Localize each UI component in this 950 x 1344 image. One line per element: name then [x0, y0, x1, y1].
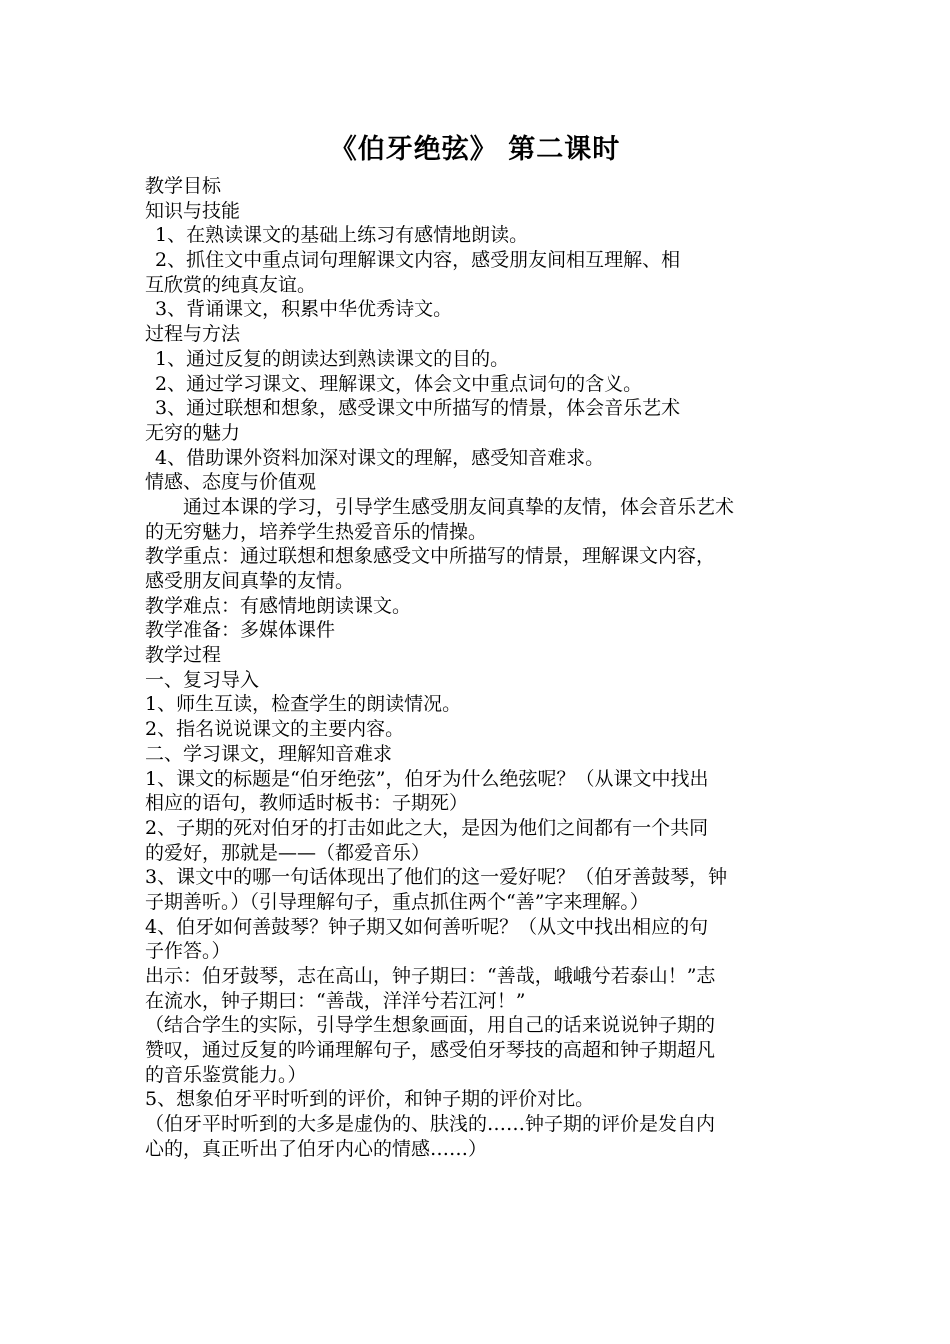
text-line: 4、伯牙如何善鼓琴？钟子期又如何善听呢？（从文中找出相应的句: [145, 915, 709, 938]
text-line: 2、抓住文中重点词句理解课文内容，感受朋友间相互理解、相: [155, 249, 681, 272]
document-body: [145, 174, 810, 1162]
text-line: 无穷的魅力: [145, 421, 241, 444]
text-line: 在流水，钟子期曰：“善哉，洋洋兮若江河！”: [145, 989, 526, 1012]
text-line: 子作答。）: [145, 940, 231, 963]
text-line: 2、通过学习课文、理解课文，体会文中重点词句的含义。: [155, 372, 643, 395]
text-line: 1、通过反复的朗读达到熟读课文的目的。: [155, 347, 510, 370]
text-line: 教学难点：有感情地朗读课文。: [145, 594, 412, 617]
text-line: 1、师生互读，检查学生的朗读情况。: [145, 693, 462, 716]
text-line: 知识与技能: [145, 199, 241, 222]
text-line: 1、课文的标题是“伯牙绝弦”，伯牙为什么绝弦呢？（从课文中找出: [145, 767, 709, 790]
text-line: 4、借助课外资料加深对课文的理解，感受知音难求。: [155, 446, 605, 469]
text-line: 出示：伯牙鼓琴，志在高山，钟子期曰：“善哉，峨峨兮若泰山！”志: [145, 965, 716, 987]
text-line: 子期善听。）（引导理解句子，重点抓住两个“善”字来理解。）: [145, 890, 649, 913]
text-line: 2、指名说说课文的主要内容。: [145, 718, 405, 741]
text-line: （伯牙平时听到的大多是虚伪的、肤浅的……钟子期的评价是发自内: [145, 1113, 716, 1136]
text-line: 通过本课的学习，引导学生感受朋友间真挚的友情，体会音乐艺术: [183, 495, 735, 518]
text-line: 3、背诵课文，积累中华优秀诗文。: [155, 298, 453, 321]
text-line: 教学过程: [145, 644, 222, 667]
text-line: 2、子期的死对伯牙的打击如此之大，是因为他们之间都有一个共同: [145, 816, 709, 839]
text-line: 3、通过联想和想象，感受课文中所描写的情景，体会音乐艺术: [155, 397, 681, 420]
text-line: 的音乐鉴赏能力。）: [145, 1063, 307, 1086]
document-title: 《伯牙绝弦》 第二课时: [329, 134, 621, 165]
text-line: 一、复习导入: [145, 668, 260, 691]
text-line: 3、课文中的哪一句话体现出了他们的这一爱好呢？（伯牙善鼓琴，钟: [145, 866, 728, 889]
text-line: 二、学习课文，理解知音难求: [145, 742, 393, 765]
text-line: 心的，真正听出了伯牙内心的情感……）: [145, 1137, 488, 1160]
text-line: 过程与方法: [145, 323, 241, 346]
text-line: 1、在熟读课文的基础上练习有感情地朗读。: [155, 224, 529, 247]
text-line: 教学目标: [145, 175, 222, 197]
text-line: （结合学生的实际，引导学生想象画面，用自己的话来说说钟子期的: [145, 1014, 716, 1037]
text-line: 的爱好，那就是——（都爱音乐）: [145, 841, 431, 864]
text-line: 教学重点：通过联想和想象感受文中所描写的情景，理解课文内容，: [145, 545, 716, 568]
text-line: 情感、态度与价值观: [145, 471, 317, 494]
text-line: 赞叹，通过反复的吟诵理解句子，感受伯牙琴技的高超和钟子期超凡: [145, 1039, 716, 1062]
text-line: 互欣赏的纯真友谊。: [145, 273, 317, 296]
text-line: 感受朋友间真挚的友情。: [145, 570, 355, 592]
text-line: 的无穷魅力，培养学生热爱音乐的情操。: [145, 520, 488, 543]
text-line: 相应的语句，教师适时板书：子期死）: [145, 792, 469, 815]
text-line: 5、想象伯牙平时听到的评价，和钟子期的评价对比。: [145, 1088, 595, 1111]
text-line: 教学准备：多媒体课件: [145, 619, 336, 642]
